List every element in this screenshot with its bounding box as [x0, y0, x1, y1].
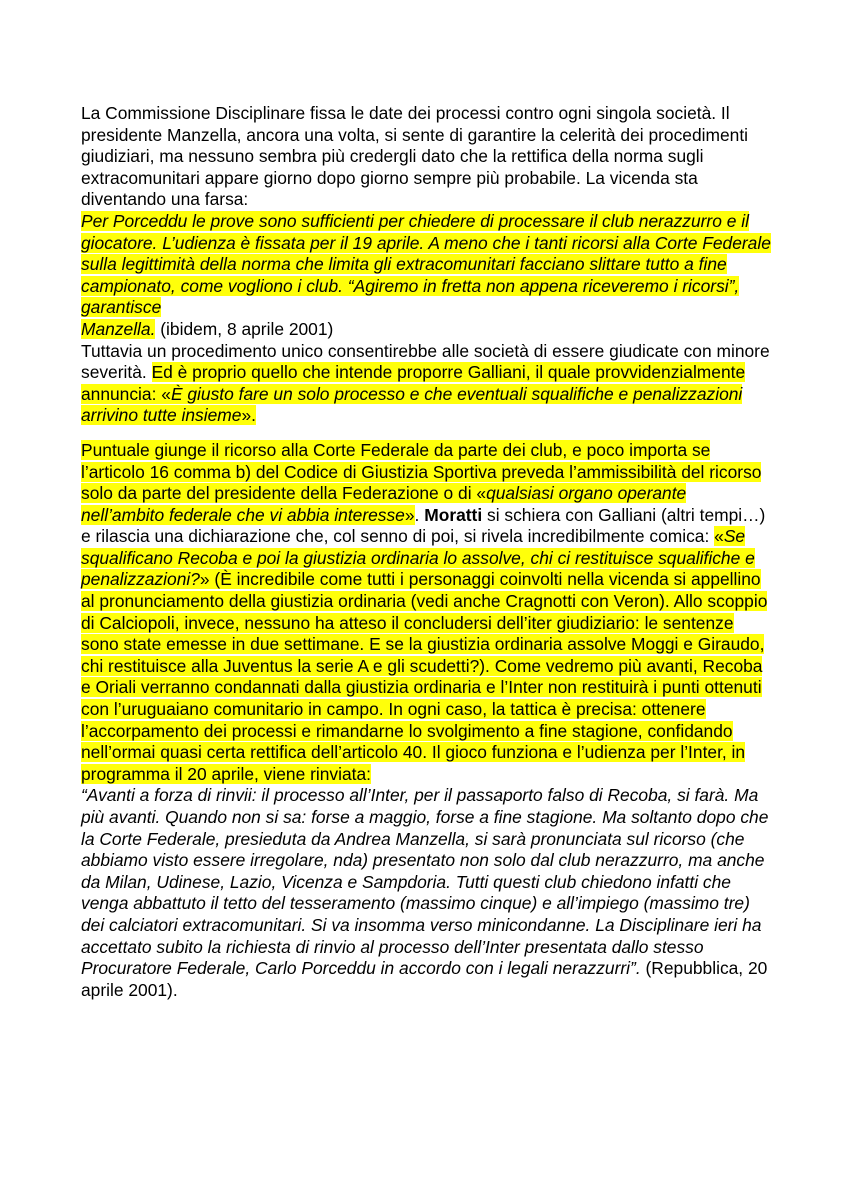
paragraph-galliani-close: ».	[241, 405, 256, 426]
paragraph-galliani	[81, 341, 771, 427]
quote-porceddu-source: (ibidem, 8 aprile 2001)	[155, 318, 334, 339]
ricorso-part2: si schiera con Galliani (altri tempi…) e rilascia una dichiarazione che, col senno di poi, si rivela incredibilmente comica:	[81, 504, 766, 547]
ricorso-part1: Puntuale giunge il ricorso alla Corte Federale da parte dei club, e poco importa se l’articolo 16 comma b) del Codice di Giustizia Sportiva preveda l’ammissibilità del ricorso solo da parte del presidente della Federazione o di «	[81, 439, 762, 504]
ricorso-article-quote: qualsiasi organo operante nell’ambito federale che vi abbia interesse	[81, 483, 687, 525]
ricorso-part3: (È incredibile come tutti i personaggi coinvolti nella vicenda si appellino al pronunciamento della giustizia ordinaria (vedi anche Cragnotti con Veron). Allo scoppio di Calciopoli, invece, nessuno ha atteso il concludersi dell’iter giudiziario: le sentenze sono state emesse in due settimane. E se la giustizia ordinaria assolve Moggi e Giraudo, chi restituisce alla Juventus la serie A e gli scudetti?). Come vedremo più avanti, Recoba e Oriali verranno condannati dalla giustizia ordinaria e l’Inter non restituirà i punti ottenuti con l’uruguaiano comunitario in campo. In ogni caso, la tattica è precisa: ottenere l’accorpamento dei processi e rimandarne lo svolgimento a fine stagione, confidando nell’ormai quasi certa rettifica dell’articolo 40. Il gioco funziona e l’udienza per l’Inter, in programma il 20 aprile, viene rinviata:	[81, 569, 768, 784]
quote-porceddu	[81, 211, 771, 341]
paragraph-galliani-plain: Tuttavia un procedimento unico consentirebbe alle società di essere giudicate con minore severità.	[81, 340, 770, 383]
ricorso-article-close: »	[404, 504, 415, 525]
quote-porceddu-end: Manzella.	[81, 318, 156, 339]
paragraph-intro-text: La Commissione Disciplinare fissa le date dei processi contro ogni singola società. Il presidente Manzella, ancora una volta, si sente di garantire la celerità dei procedimenti giudiziari, ma nessuno sembra più credergli dato che la rettifica della norma sugli extracomunitari appare giorno dopo giorno sempre più probabile. La vicenda sta diventando una farsa:	[81, 103, 749, 210]
moratti-quote-close: »	[199, 569, 210, 590]
document-page	[81, 103, 771, 1001]
moratti-name: Moratti	[424, 504, 483, 525]
paragraph-galliani-highlight: Ed è proprio quello che intende proporre Galliani, il quale provvidenzialmente annuncia: «	[81, 362, 746, 404]
paragraph-galliani-quote: È giusto fare un solo processo e che eventuali squalifiche e penalizzazioni arrivino tutte insieme	[81, 383, 743, 426]
paragraph-intro	[81, 103, 771, 211]
paragraph-ricorso	[81, 440, 771, 786]
quote-repubblica-source: (Repubblica, 20 aprile 2001).	[81, 958, 768, 1000]
quote-porceddu-text: Per Porceddu le prove sono sufficienti per chiedere di processare il club nerazzurro e il giocatore. L’udienza è fissata per il 19 aprile. A meno che i tanti ricorsi alla Corte Federale sulla legittimità della norma che limita gli extracomunitari facciano slittare tutto a fine campionato, come vogliono i club. “Agiremo in fretta non appena riceveremo i ricorsi”, garantisce	[81, 210, 771, 318]
quote-repubblica-text: “Avanti a forza di rinvii: il processo all’Inter, per il passaporto falso di Recoba, si farà. Ma più avanti. Quando non si sa: forse a maggio, forse a fine stagione. Ma soltanto dopo che la Corte Federale, presieduta da Andrea Manzella, si sarà pronunciata sul ricorso (che abbiamo visto essere irregolare, nda) presentato non solo dal club nerazzurro, ma anche da Milan, Udinese, Lazio, Vicenza e Sampdoria. Tutti questi club chiedono infatti che venga abbattuto il tetto del tesseramento (massimo cinque) e all’impiego (massimo tre) dei calciatori extracomunitari. Si va insomma verso minicondanne. La Disciplinare ieri ha accettato subito la richiesta di rinvio al processo dell’Inter presentata dallo stesso Procuratore Federale, Carlo Porceddu in accordo con i legali nerazzurri”.	[81, 785, 769, 979]
ricorso-dot: .	[414, 504, 425, 525]
moratti-quote-open: «	[714, 526, 724, 547]
quote-repubblica	[81, 785, 771, 1001]
moratti-quote: Se squalificano Recoba e poi la giustizia ordinaria lo assolve, chi ci restituisce squalifiche e penalizzazioni?	[81, 526, 755, 590]
